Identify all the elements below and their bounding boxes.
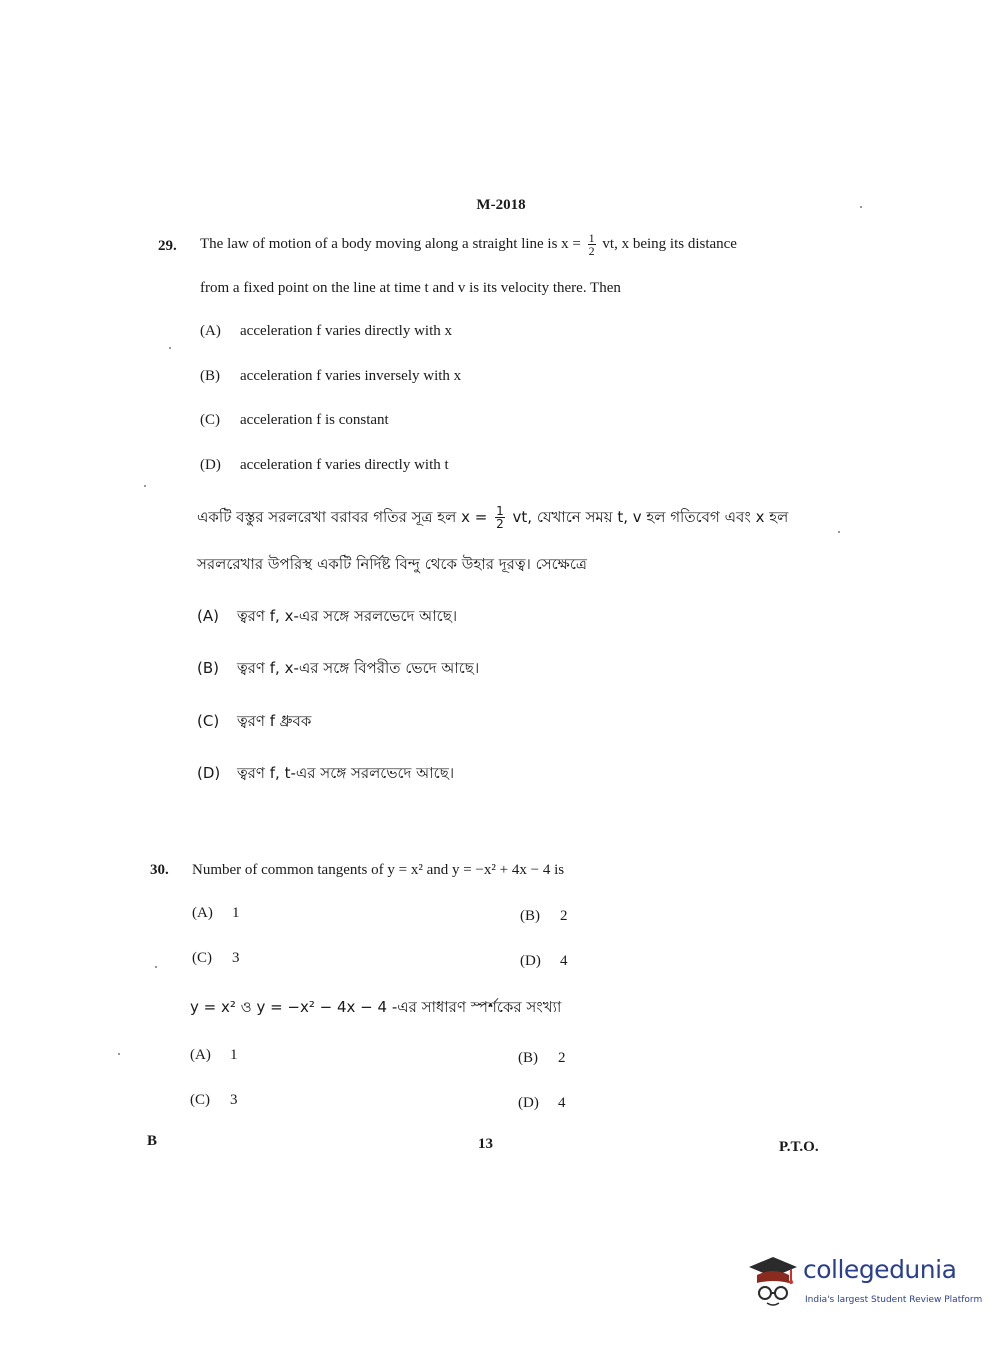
option-text: ত্বরণ f, t-এর সঙ্গে সরলভেদে আছে।	[237, 764, 455, 782]
option-text: acceleration f varies directly with t	[240, 457, 449, 473]
question-30-bengali-option-b	[518, 1050, 566, 1067]
option-text: acceleration f is constant	[240, 412, 389, 428]
option-text: 4	[560, 953, 568, 969]
footer-pto: P.T.O.	[779, 1139, 819, 1155]
option-letter: (C)	[190, 1092, 210, 1108]
question-29-option-a	[200, 323, 452, 340]
fraction-denominator: 2	[588, 244, 595, 258]
question-29-bengali-option-b	[197, 657, 479, 682]
fraction-numerator: 1	[588, 231, 595, 245]
question-30-option-d	[520, 953, 568, 970]
footer-series-code: B	[147, 1133, 158, 1149]
question-29-stem-part1: The law of motion of a body moving along a straight line is x =	[200, 235, 581, 252]
question-30-stem: Number of common tangents of y = x² and y = −x² + 4x − 4 is	[192, 862, 565, 878]
option-letter: (C)	[200, 412, 220, 428]
option-letter: (D)	[200, 457, 221, 473]
scan-speck	[169, 347, 171, 349]
scan-speck	[118, 1053, 120, 1055]
option-letter: (A)	[200, 323, 221, 339]
option-text: 3	[230, 1092, 238, 1108]
option-letter: (B)	[197, 659, 219, 677]
question-29-bengali-stem	[197, 505, 788, 531]
question-29-number: 29.	[158, 238, 177, 254]
option-letter: (C)	[197, 712, 220, 730]
scan-speck	[144, 485, 146, 487]
option-text: 4	[558, 1095, 566, 1111]
question-29-bengali-option-c	[197, 710, 311, 735]
question-29-bengali-option-d	[197, 762, 454, 787]
page-header-code: M-2018	[476, 197, 526, 213]
question-29-stem-part2: vt, x being its distance	[602, 235, 737, 252]
question-29-option-b	[200, 368, 461, 385]
fraction-denominator: 2	[496, 517, 504, 531]
watermark-tagline: India's largest Student Review Platform	[805, 1295, 983, 1305]
question-29-bengali-option-a	[197, 605, 457, 630]
option-letter: (D)	[197, 764, 221, 782]
option-text: ত্বরণ f, x-এর সঙ্গে সরলভেদে আছে।	[237, 607, 458, 625]
question-30-bengali-option-a	[190, 1047, 238, 1064]
collegedunia-watermark	[745, 1253, 983, 1315]
question-30-bengali-option-c	[190, 1092, 238, 1109]
option-text: 3	[232, 950, 240, 966]
question-29-stem	[200, 232, 737, 257]
option-letter: (B)	[520, 908, 540, 924]
option-letter: (D)	[518, 1095, 539, 1111]
question-29-bengali-stem-part1: একটি বস্তুর সরলরেখা বরাবর গতির সূত্র হল x =	[197, 508, 488, 526]
option-text: 1	[230, 1047, 238, 1063]
option-text: 2	[560, 908, 568, 924]
question-29-option-d	[200, 457, 449, 474]
question-30-option-a	[192, 905, 240, 922]
question-30-option-b	[520, 908, 568, 925]
question-29-bengali-stem-part2: vt, যেখানে সময় t, v হল গতিবেগ এবং x হল	[512, 508, 789, 526]
scan-speck	[860, 206, 862, 208]
option-text: ত্বরণ f ধ্রুবক	[237, 712, 312, 730]
scan-speck	[155, 966, 157, 968]
option-letter: (D)	[520, 953, 541, 969]
option-text: 1	[232, 905, 240, 921]
question-29-bengali-stem-line2: সরলরেখার উপরিস্থ একটি নির্দিষ্ট বিন্দু থেকে উহার দূরত্ব। সেক্ষেত্রে	[197, 555, 587, 573]
option-letter: (A)	[192, 905, 213, 921]
option-text: 2	[558, 1050, 566, 1066]
question-30-option-c	[192, 950, 240, 967]
question-30-number: 30.	[150, 862, 169, 878]
option-text: ত্বরণ f, x-এর সঙ্গে বিপরীত ভেদে আছে।	[237, 659, 480, 677]
question-29-bengali-fraction	[495, 505, 505, 530]
option-letter: (C)	[192, 950, 212, 966]
mascot-icon	[745, 1253, 801, 1309]
option-letter: (A)	[197, 607, 219, 625]
fraction-numerator: 1	[496, 504, 504, 518]
question-30-bengali-option-d	[518, 1095, 566, 1112]
option-text: acceleration f varies directly with x	[240, 323, 452, 339]
footer-page-number: 13	[478, 1136, 493, 1152]
question-30-bengali-stem: y = x² ও y = −x² − 4x − 4 -এর সাধারণ স্পর্শকের সংখ্যা	[190, 998, 562, 1016]
question-29-stem-line2: from a fixed point on the line at time t and v is its velocity there. Then	[200, 280, 621, 296]
option-text: acceleration f varies inversely with x	[240, 368, 462, 384]
watermark-brand-name: collegedunia	[803, 1255, 957, 1284]
option-letter: (A)	[190, 1047, 211, 1063]
option-letter: (B)	[518, 1050, 538, 1066]
question-29-fraction	[588, 232, 596, 257]
scan-speck	[838, 531, 840, 533]
question-29-option-c	[200, 412, 389, 429]
option-letter: (B)	[200, 368, 220, 384]
